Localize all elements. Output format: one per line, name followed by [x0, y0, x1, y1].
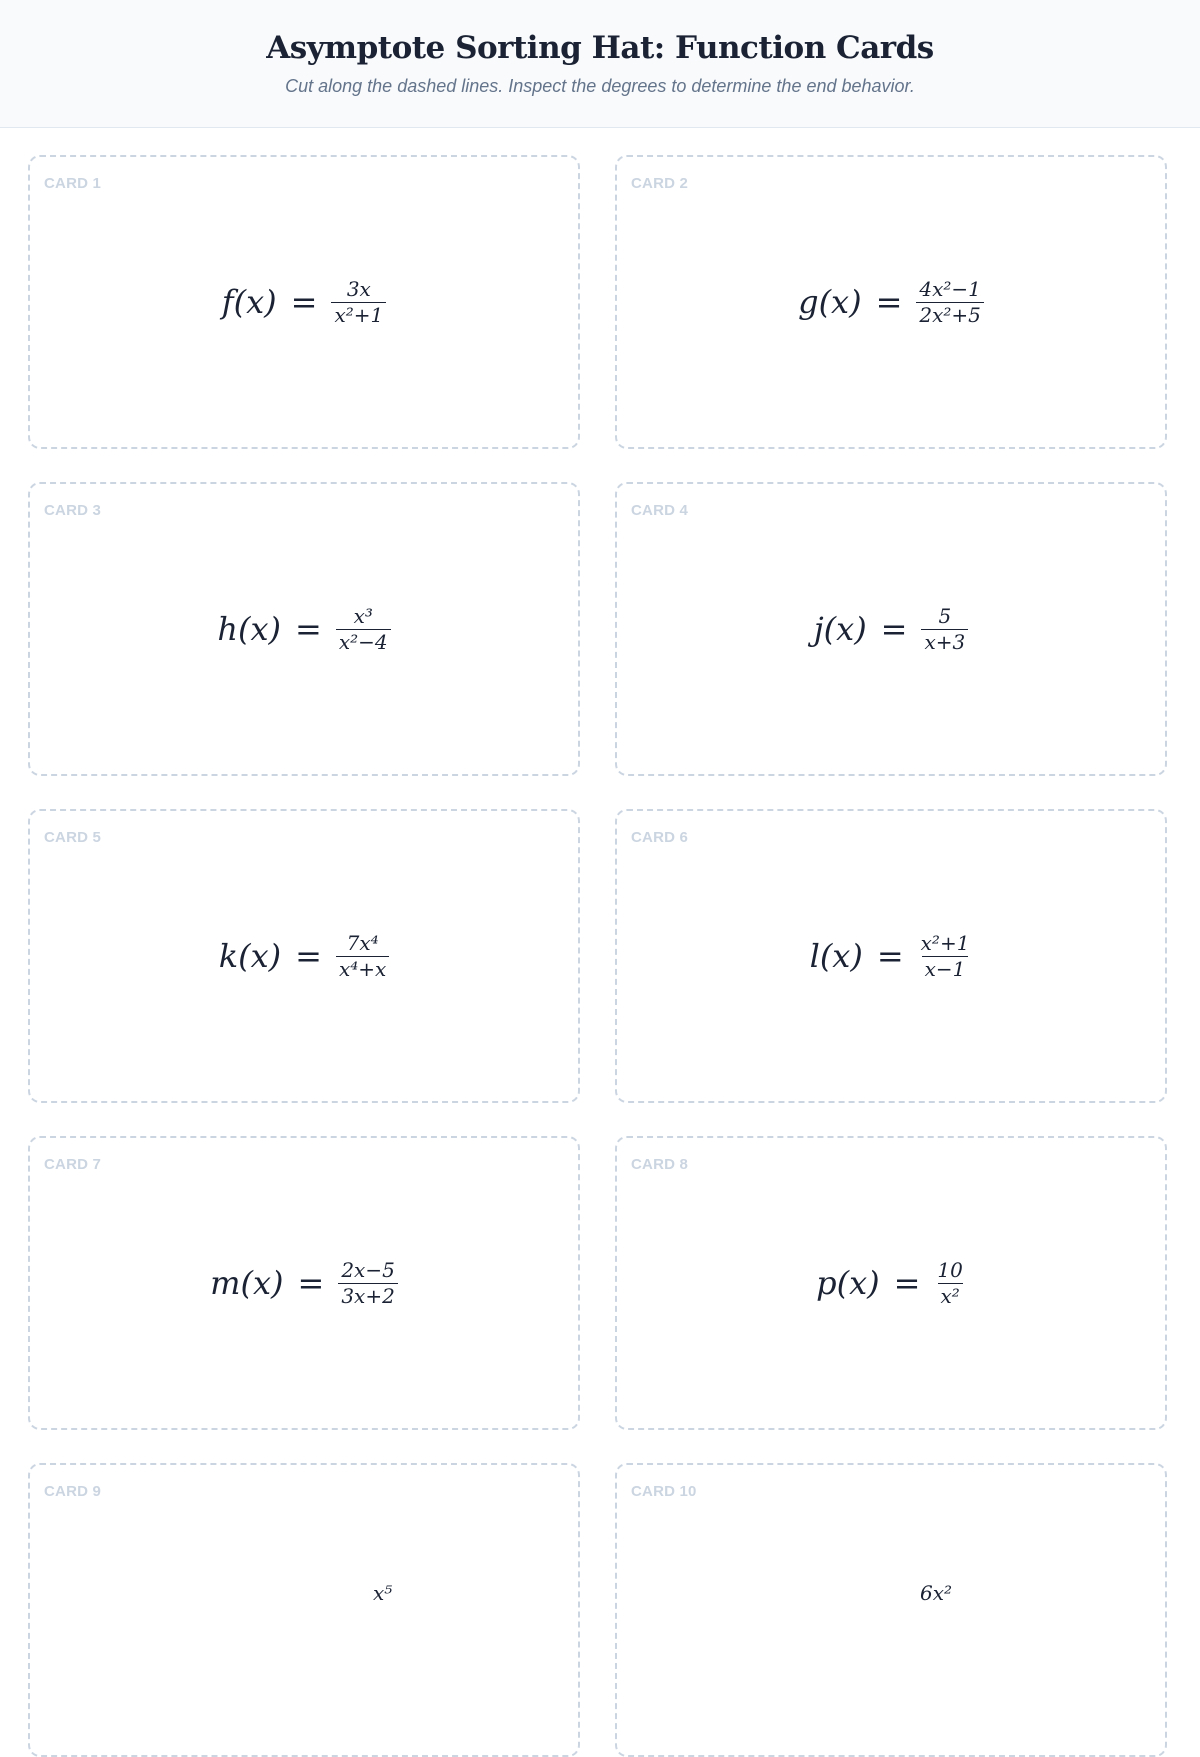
numerator: 4x²−1 [919, 276, 981, 301]
card-formula [617, 1465, 1165, 1755]
fraction [370, 1582, 395, 1606]
function-name: l(x) [809, 937, 863, 975]
function-name: p(x) [816, 1264, 880, 1302]
card-formula [30, 811, 578, 1101]
denominator: x²+1 [331, 302, 386, 327]
card-formula [30, 1465, 578, 1755]
denominator: x⁴+x [336, 956, 389, 981]
function-card-2 [615, 155, 1167, 449]
card-label: CARD 2 [631, 175, 689, 192]
numerator: 7x⁴ [346, 930, 379, 955]
function-card-9 [28, 1463, 580, 1757]
fraction [934, 1259, 965, 1308]
card-label: CARD 10 [631, 1483, 697, 1500]
fraction [916, 278, 984, 327]
card-formula [617, 484, 1165, 774]
denominator: 2x²+5 [916, 302, 984, 327]
function-name: m(x) [210, 1264, 284, 1302]
fraction [917, 1582, 955, 1606]
equals-sign: = [893, 1264, 921, 1302]
numerator: 3x [346, 276, 371, 301]
denominator: x²−4 [336, 629, 391, 654]
equals-sign: = [875, 283, 903, 321]
card-formula [617, 811, 1165, 1101]
function-name: j(x) [813, 610, 867, 648]
fraction [336, 932, 389, 981]
function-card-6 [615, 809, 1167, 1103]
numerator: x²+1 [920, 930, 970, 955]
equals-sign: = [295, 937, 322, 975]
card-formula [617, 1138, 1165, 1428]
fraction [336, 605, 391, 654]
card-label: CARD 6 [631, 829, 689, 846]
denominator: 3x+2 [338, 1283, 398, 1308]
card-formula [30, 1138, 578, 1428]
numerator: 6x² [920, 1581, 953, 1605]
page-subtitle: Cut along the dashed lines. Inspect the degrees to determine the end behavior. [285, 76, 915, 96]
card-label: CARD 4 [631, 502, 689, 519]
function-card-1 [28, 155, 580, 449]
function-card-3 [28, 482, 580, 776]
function-card-5 [28, 809, 580, 1103]
fraction [338, 1259, 398, 1308]
card-label: CARD 3 [44, 502, 102, 519]
equals-sign: = [876, 937, 904, 975]
card-label: CARD 1 [44, 175, 102, 192]
function-name: g(x) [798, 283, 862, 321]
page-title: Asymptote Sorting Hat: Function Cards [266, 30, 934, 66]
function-card-10 [615, 1463, 1167, 1757]
numerator: 5 [938, 603, 952, 628]
fraction [921, 605, 968, 654]
function-name: f(x) [221, 283, 277, 321]
card-formula [30, 157, 578, 447]
fraction [331, 278, 386, 327]
card-label: CARD 8 [631, 1156, 689, 1173]
numerator: x⁵ [373, 1581, 393, 1605]
numerator: 2x−5 [341, 1257, 395, 1282]
denominator: x−1 [922, 956, 969, 981]
card-label: CARD 9 [44, 1483, 102, 1500]
equals-sign: = [880, 610, 908, 648]
card-label: CARD 7 [44, 1156, 102, 1173]
denominator: x+3 [921, 629, 968, 654]
fraction [918, 932, 973, 981]
numerator: 10 [937, 1257, 963, 1282]
card-formula [617, 157, 1165, 447]
function-card-8 [615, 1136, 1167, 1430]
equals-sign: = [295, 610, 322, 648]
page-header [0, 0, 1200, 128]
equals-sign: = [290, 283, 318, 321]
numerator: x³ [353, 603, 373, 628]
function-name: h(x) [217, 610, 282, 648]
denominator: x² [938, 1283, 963, 1308]
equals-sign: = [297, 1264, 325, 1302]
function-card-7 [28, 1136, 580, 1430]
card-formula [30, 484, 578, 774]
function-card-4 [615, 482, 1167, 776]
card-label: CARD 5 [44, 829, 102, 846]
function-name: k(x) [218, 937, 282, 975]
